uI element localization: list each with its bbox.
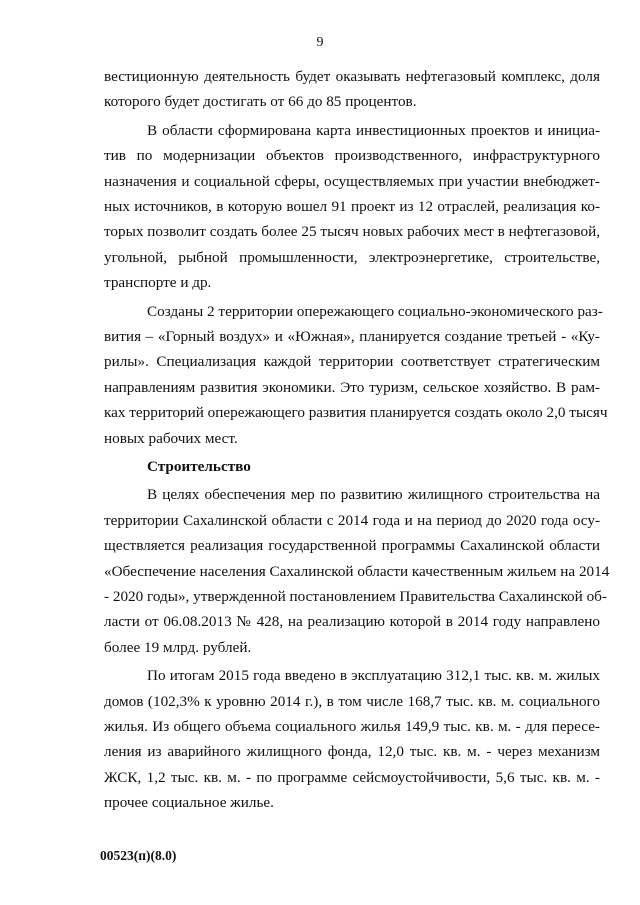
- text-line: тив по модернизации объектов производственного, инфраструктурного: [104, 147, 600, 165]
- section-heading: Строительство: [147, 458, 251, 475]
- text-line: домов (102,3% к уровню 2014 г.), в том числе 168,7 тыс. кв. м. социального: [104, 692, 600, 710]
- text-line: ных источников, в которую вошел 91 проект из 12 отраслей, реализация ко-: [104, 198, 600, 215]
- text-line: направлениям развития экономики. Это туризм, сельское хозяйство. В рам-: [104, 378, 600, 396]
- text-line: - 2020 годы», утвержденной постановлением Правительства Сахалинской об-: [104, 588, 607, 605]
- text-line: ках территорий опережающего развития планируется создать около 2,0 тысяч: [104, 404, 608, 422]
- text-line: торых позволит создать более 25 тысяч новых рабочих мест в нефтегазовой,: [104, 223, 600, 241]
- text-line: В целях обеспечения мер по развитию жилищного строительства на: [147, 486, 600, 504]
- text-line: территории Сахалинской области с 2014 года и на период до 2020 года осу-: [104, 511, 600, 529]
- text-line: жилья. Из общего объема социального жилья 149,9 тыс. кв. м. - для пересе-: [104, 718, 600, 735]
- text-line: вития – «Горный воздух» и «Южная», планируется создание третьей - «Ку-: [104, 328, 600, 345]
- text-line: По итогам 2015 года введено в эксплуатацию 312,1 тыс. кв. м. жилых: [147, 667, 600, 685]
- text-line: новых рабочих мест.: [104, 429, 238, 447]
- text-line: более 19 млрд. рублей.: [104, 638, 252, 656]
- text-line: прочее социальное жилье.: [104, 794, 274, 812]
- text-line: ления из аварийного жилищного фонда, 12,0 тыс. кв. м. - через механизм: [104, 743, 600, 761]
- page-number: 9: [316, 35, 324, 50]
- text-line: транспорте и др.: [104, 274, 212, 292]
- text-line: Созданы 2 территории опережающего социально-экономического раз-: [147, 302, 603, 320]
- text-line: ЖСК, 1,2 тыс. кв. м. - по программе сейсмоустойчивости, 5,6 тыс. кв. м. -: [104, 768, 600, 786]
- text-line: В области сформирована карта инвестиционных проектов и инициа-: [147, 121, 600, 139]
- text-line: вестиционную деятельность будет оказывать нефтегазовый комплекс, доля: [104, 68, 600, 85]
- text-line: ласти от 06.08.2013 № 428, на реализацию которой в 2014 году направлено: [104, 613, 600, 631]
- text-line: назначения и социальной сферы, осуществляемых при участии внебюджет-: [104, 172, 600, 190]
- text-line: «Обеспечение населения Сахалинской области качественным жильем на 2014: [104, 562, 610, 580]
- document-code: 00523(п)(8.0): [100, 848, 177, 863]
- text-line: ществляется реализация государственной программы Сахалинской области: [104, 537, 600, 555]
- text-line: рилы». Специализация каждой территории соответствует стратегическим: [104, 353, 600, 371]
- text-line: угольной, рыбной промышленности, электроэнергетике, строительстве,: [104, 248, 600, 266]
- text-line: которого будет достигать от 66 до 85 процентов.: [104, 93, 417, 111]
